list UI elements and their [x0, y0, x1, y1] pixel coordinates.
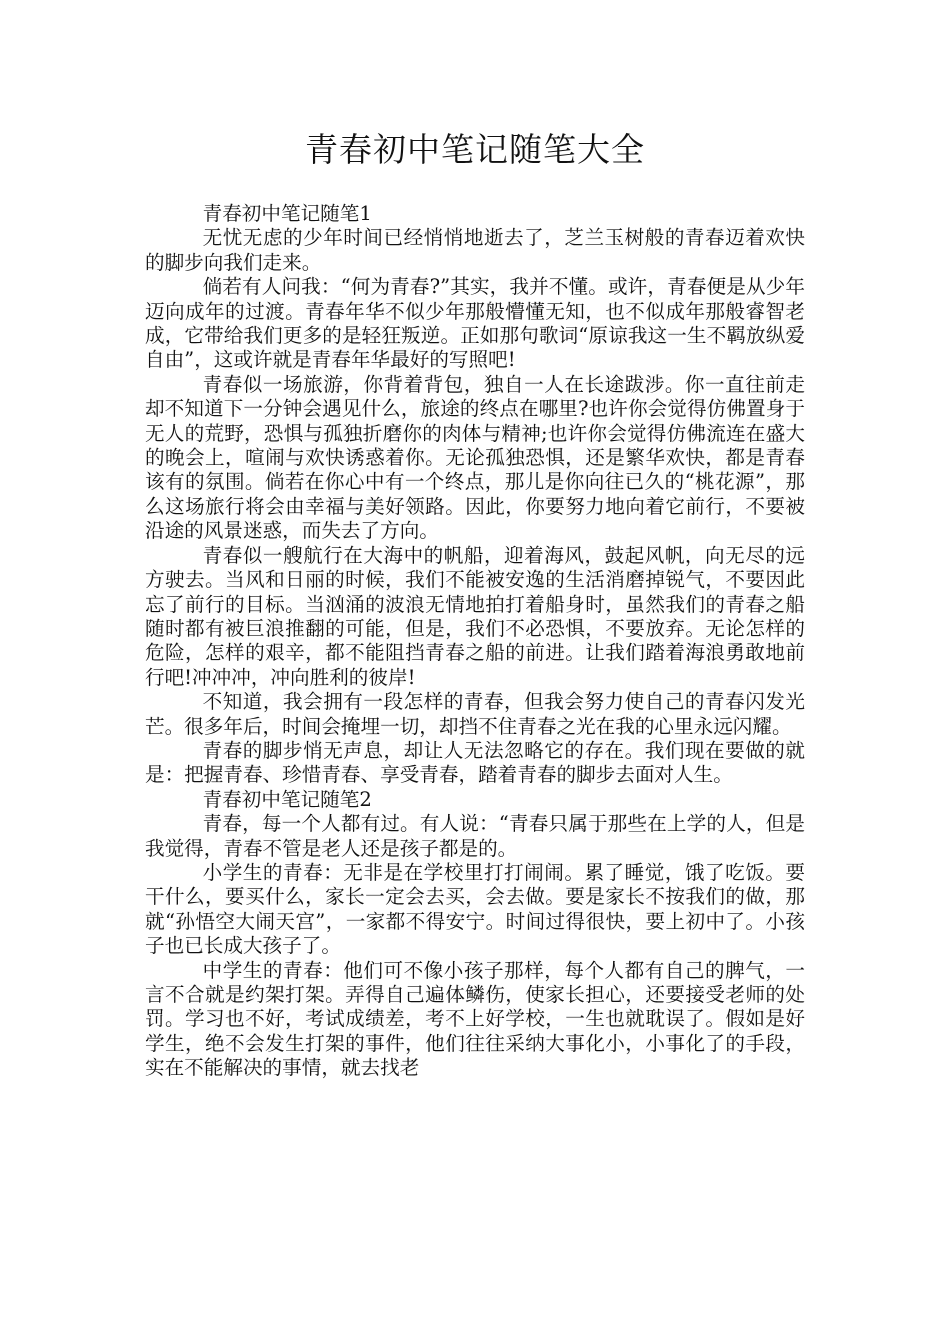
paragraph: 青春，每一个人都有过。有人说：“青春只属于那些在上学的人，但是我觉得，青春不管是老人还是孩子都是的。 [145, 812, 805, 860]
paragraph: 青春的脚步悄无声息，却让人无法忽略它的存在。我们现在要做的就是：把握青春、珍惜青春、享受青春，踏着青春的脚步去面对人生。 [145, 738, 805, 787]
document-page [145, 120, 805, 1081]
paragraph: 无忧无虑的少年时间已经悄悄地逝去了，芝兰玉树般的青春迈着欢快的脚步向我们走来。 [145, 226, 805, 274]
paragraph: 小学生的青春：无非是在学校里打打闹闹。累了睡觉，饿了吃饭。要干什么，要买什么，家长一定会去买，会去做。要是家长不按我们的做，那就“孙悟空大闹天宫”，一家都不得安宁。时间过得很快，要上初中了。小孩子也已长成大孩子了。 [145, 860, 805, 958]
paragraph: 倘若有人问我：“何为青春?”其实，我并不懂。或许，青春便是从少年迈向成年的过渡。青春年华不似少年那般懵懂无知，也不似成年那般睿智老成，它带给我们更多的是轻狂叛逆。正如那句歌词“原谅我这一生不羁放纵爱自由”，这或许就是青春年华最好的写照吧! [145, 275, 805, 372]
section-heading-2: 青春初中笔记随笔2 [202, 787, 372, 811]
document-body [145, 202, 805, 1081]
paragraph: 青春似一场旅游，你背着背包，独自一人在长途跋涉。你一直往前走却不知道下一分钟会遇见什么，旅途的终点在哪里?也许你会觉得仿佛置身于无人的荒野，恐惧与孤独折磨你的肉体与精神;也许你会觉得仿佛流连在盛大的晚会上，喧闹与欢快诱惑着你。无论孤独恐惧，还是繁华欢快，都是青春该有的氛围。倘若在你心中有一个终点，那儿是你向往已久的“桃花源”，那么这场旅行将会由幸福与美好领路。因此，你要努力地向着它前行，不要被沿途的风景迷惑，而失去了方向。 [145, 372, 805, 543]
document-title: 青春初中笔记随笔大全 [305, 130, 645, 169]
section-heading-1: 青春初中笔记随笔1 [202, 202, 372, 225]
paragraph: 不知道，我会拥有一段怎样的青春，但我会努力使自己的青春闪发光芒。很多年后，时间会掩埋一切，却挡不住青春之光在我的心里永远闪耀。 [145, 690, 805, 738]
paragraph: 青春似一艘航行在大海中的帆船，迎着海风，鼓起风帆，向无尽的远方驶去。当风和日丽的时候，我们不能被安逸的生活消磨掉锐气，不要因此忘了前行的目标。当汹涌的波浪无情地拍打着船身时，虽然我们的青春之船随时都有被巨浪推翻的可能，但是，我们不必恐惧，不要放弃。无论怎样的危险，怎样的艰辛，都不能阻挡青春之船的前进。让我们踏着海浪勇敢地前行吧!冲冲冲，冲向胜利的彼岸! [145, 543, 805, 689]
paragraph: 中学生的青春：他们可不像小孩子那样，每个人都有自己的脾气，一言不合就是约架打架。弄得自己遍体鳞伤，使家长担心，还要接受老师的处罚。学习也不好，考试成绩差，考不上好学校，一生也就耽误了。假如是好学生，绝不会发生打架的事件，他们往往采纳大事化小，小事化了的手段，实在不能解决的事情，就去找老 [145, 958, 805, 1080]
